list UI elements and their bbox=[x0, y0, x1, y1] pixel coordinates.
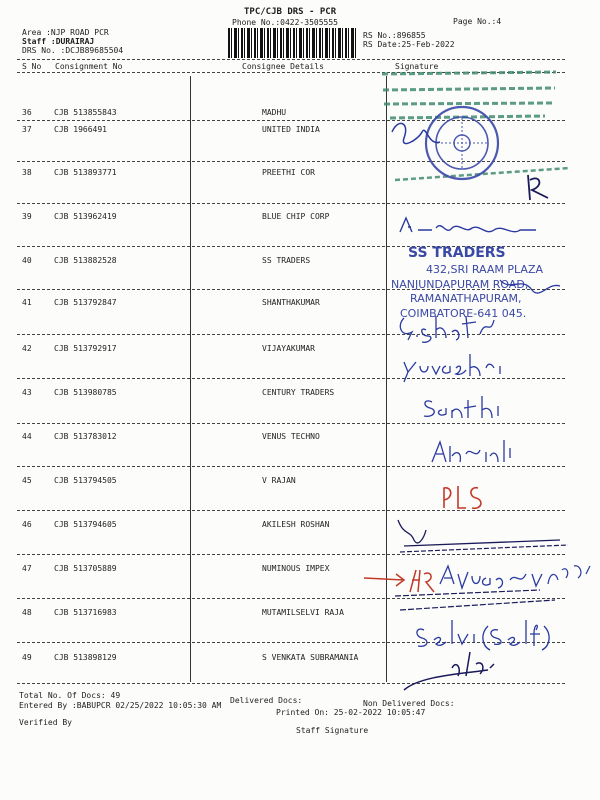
signature-row-48 bbox=[417, 620, 549, 650]
stamp-line-4: COIMBATORE-641 045. bbox=[400, 307, 527, 320]
row-consignment-no: CJB 513705889 bbox=[54, 564, 117, 573]
row-consignment-no: CJB 513898129 bbox=[54, 653, 117, 662]
area-field: Area :NJP ROAD PCR bbox=[22, 28, 109, 37]
col-header-consignment: Consignment No bbox=[55, 62, 123, 71]
pls-mark bbox=[444, 486, 481, 508]
row-consignment-no: CJB 513792847 bbox=[54, 298, 117, 307]
row-consignee: UNITED INDIA bbox=[262, 125, 320, 134]
row-sno: 46 bbox=[22, 520, 32, 529]
row-consignee: S VENKATA SUBRAMANIA bbox=[262, 653, 359, 662]
signature-row-44 bbox=[432, 440, 510, 462]
row-consignment-no: CJB 513962419 bbox=[54, 212, 117, 221]
staff-signature-label: Staff Signature bbox=[296, 726, 369, 735]
row-consignee: V RAJAN bbox=[262, 476, 296, 485]
row-consignment-no: CJB 513893771 bbox=[54, 168, 117, 177]
row-47-red-marks bbox=[364, 570, 434, 592]
received-goods-stamp bbox=[400, 545, 568, 552]
row-consignee: VIJAYAKUMAR bbox=[262, 344, 315, 353]
stamp-line-3: RAMANATHAPURAM, bbox=[410, 292, 522, 305]
row-consignee: SHANTHAKUMAR bbox=[262, 298, 320, 307]
signature-row-42 bbox=[404, 354, 500, 382]
signature-row-39 bbox=[400, 218, 536, 232]
stamp-line-2: NANJUNDAPURAM ROAD, bbox=[391, 278, 529, 291]
entered-by: Entered By :BABUPCR 02/25/2022 10:05:30 AM bbox=[19, 701, 222, 710]
row-consignee: BLUE CHIP CORP bbox=[262, 212, 330, 221]
row-consignment-no: CJB 513792917 bbox=[54, 344, 117, 353]
row-consignee: AKILESH ROSHAN bbox=[262, 520, 330, 529]
row-consignee: CENTURY TRADERS bbox=[262, 388, 335, 397]
total-docs: Total No. Of Docs: 49 bbox=[19, 691, 121, 700]
signature-row-43 bbox=[424, 396, 498, 418]
row-sno: 38 bbox=[22, 168, 32, 177]
rs-number: RS No.:896855 bbox=[363, 31, 426, 40]
col-header-consignee: Consignee Details bbox=[242, 62, 324, 71]
row-consignee: VENUS TECHNO bbox=[262, 432, 320, 441]
row-consignment-no: CJB 513794505 bbox=[54, 476, 117, 485]
ss-traders-stamp bbox=[391, 245, 543, 320]
row-sno: 39 bbox=[22, 212, 32, 221]
non-delivered-docs: Non Delivered Docs: bbox=[363, 699, 455, 708]
verified-by: Verified By bbox=[19, 718, 72, 727]
col-header-sno: S No bbox=[22, 62, 42, 71]
row-sno: 44 bbox=[22, 432, 32, 441]
row-consignee: MADHU bbox=[262, 108, 287, 117]
row-consignment-no: CJB 513855843 bbox=[54, 108, 117, 117]
row-sno: 43 bbox=[22, 388, 32, 397]
sheet-title: TPC/CJB DRS - PCR bbox=[244, 7, 337, 17]
signature-row-37 bbox=[392, 123, 440, 143]
row-consignment-no: CJB 513783012 bbox=[54, 432, 117, 441]
delivered-docs: Delivered Docs: bbox=[230, 696, 303, 705]
row-sno: 47 bbox=[22, 564, 32, 573]
row-consignee: MUTAMILSELVI RAJA bbox=[262, 608, 344, 617]
signature-row-49 bbox=[404, 652, 494, 690]
row-sno: 37 bbox=[22, 125, 32, 134]
row-sno: 45 bbox=[22, 476, 32, 485]
row-consignment-no: CJB 513980785 bbox=[54, 388, 117, 397]
row-sno: 48 bbox=[22, 608, 32, 617]
numinous-impex-stamp bbox=[395, 590, 555, 610]
signature-row-47 bbox=[440, 566, 542, 588]
row-consignment-no: CJB 1966491 bbox=[54, 125, 107, 134]
row-consignee: NUMINOUS IMPEX bbox=[262, 564, 330, 573]
col-header-signature: Signature bbox=[395, 62, 439, 71]
signature-row-38 bbox=[528, 175, 548, 200]
stamp-line-1: 432,SRI RAAM PLAZA bbox=[426, 263, 543, 276]
insurance-company-stamp bbox=[382, 72, 570, 180]
row-consignment-no: CJB 513794605 bbox=[54, 520, 117, 529]
row-sno: 40 bbox=[22, 256, 32, 265]
stamp-name: SS TRADERS bbox=[408, 245, 506, 261]
signature-row-46 bbox=[398, 520, 560, 546]
staff-field: Staff :DURAIRAJ bbox=[22, 37, 95, 46]
row-consignment-no: CJB 513882528 bbox=[54, 256, 117, 265]
drs-number: DRS No. :DCJB89685504 bbox=[22, 46, 124, 55]
security-note bbox=[548, 566, 590, 584]
row-consignee: PREETHI COR bbox=[262, 168, 315, 177]
row-sno: 41 bbox=[22, 298, 32, 307]
phone-number: Phone No.:0422-3505555 bbox=[232, 18, 338, 27]
row-consignee: SS TRADERS bbox=[262, 256, 311, 265]
row-sno: 49 bbox=[22, 653, 32, 662]
row-sno: 36 bbox=[22, 108, 32, 117]
rs-date: RS Date:25-Feb-2022 bbox=[363, 40, 455, 49]
page-number: Page No.:4 bbox=[453, 17, 502, 26]
printed-on: Printed On: 25-02-2022 10:05:47 bbox=[276, 708, 426, 717]
row-sno: 42 bbox=[22, 344, 32, 353]
row-consignment-no: CJB 513716983 bbox=[54, 608, 117, 617]
